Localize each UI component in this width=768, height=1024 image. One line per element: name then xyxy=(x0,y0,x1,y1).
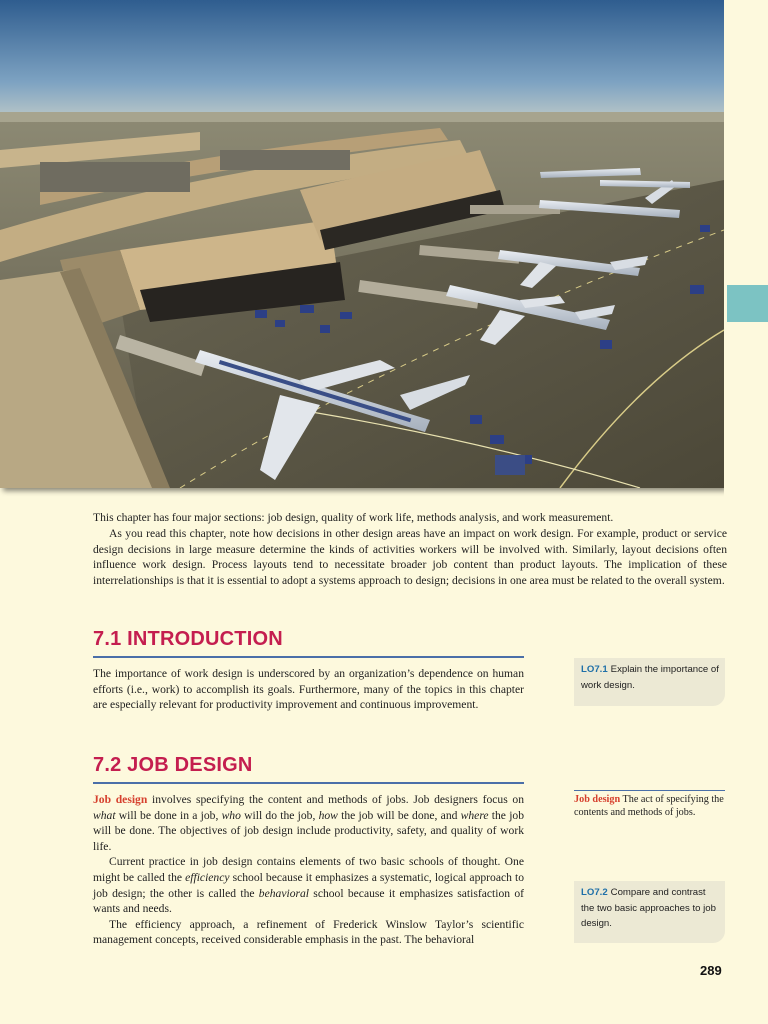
airport-aerial-photo xyxy=(0,0,724,488)
lo-text: Compare and contrast the two basic approaches to job design. xyxy=(581,887,716,929)
intro-paragraph-1: This chapter has four major sections: job design, quality of work life, methods analysis, and work measurement. xyxy=(93,511,614,524)
heading-rule xyxy=(93,782,524,784)
definition-term: Job design xyxy=(574,794,621,805)
lo-text: Explain the importance of work design. xyxy=(581,664,719,691)
heading-rule xyxy=(93,656,524,658)
job-design-paragraph-3: The efficiency approach, a refinement of Frederick Winslow Taylor’s scientific management concepts, received considerable emphasis in the past. The behavioral xyxy=(93,917,524,947)
introduction-body xyxy=(93,666,524,713)
emphasis: how xyxy=(318,808,338,822)
chapter-intro xyxy=(93,510,727,589)
emphasis: efficiency xyxy=(185,870,230,884)
emphasis: who xyxy=(221,808,241,822)
lo-code: LO7.2 xyxy=(581,887,608,898)
text-run: will do the job, xyxy=(240,808,319,822)
job-design-body xyxy=(93,792,524,948)
intro-paragraph-2: As you read this chapter, note how decisions in other design areas have an impact on work design. For example, product or service design decisions in large measure determine the kinds of activities workers will be involved with. Similarly, layout decisions often influence work design. Process layouts tend to necessitate broader job content than product layouts. The implication of these interrelationships is that it is essential to adopt a systems approach to design; decisions in one area must be related to the overall system. xyxy=(93,526,727,588)
text-run: the job will be done. The objectives of job design include productivity, safety, and quality of work life. xyxy=(93,808,525,853)
introduction-paragraph: The importance of work design is underscored by an organization’s dependence on human efforts (i.e., work) to accomplish its goals. Furthermore, many of the topics in this chapter are especially relevant for productivity improvement and continuous improvement. xyxy=(93,667,524,712)
section-heading-job-design: 7.2 JOB DESIGN xyxy=(93,754,253,776)
key-term: Job design xyxy=(93,793,148,806)
text-run: the job will be done, and xyxy=(337,808,461,822)
definition-text: The act of specifying the contents and methods of jobs. xyxy=(574,794,724,819)
emphasis: where xyxy=(460,808,489,822)
chapter-tab-marker xyxy=(727,285,768,322)
job-design-paragraph-2 xyxy=(93,854,524,916)
text-run: will be done in a job, xyxy=(115,808,222,822)
learning-objective-lo7-2 xyxy=(574,881,725,943)
text-run: involves specifying the content and methods of jobs. Job designers focus on xyxy=(147,793,524,806)
margin-definition-job-design xyxy=(574,790,725,819)
section-heading-introduction: 7.1 INTRODUCTION xyxy=(93,628,283,650)
text-run: school because it emphasizes a systematic, logical approach to job design; the other is called the xyxy=(93,870,524,900)
text-run: Current practice in job design contains elements of two basic schools of thought. One might be called the xyxy=(93,855,524,884)
emphasis: behavioral xyxy=(258,886,310,900)
page-number: 289 xyxy=(700,963,722,978)
text-run: school because it emphasizes satisfaction of wants and needs. xyxy=(93,886,524,916)
page-margin-strip xyxy=(724,0,768,1024)
learning-objective-lo7-1 xyxy=(574,658,725,706)
lo-code: LO7.1 xyxy=(581,664,608,675)
job-design-paragraph-1 xyxy=(93,792,524,854)
emphasis: what xyxy=(93,808,116,822)
